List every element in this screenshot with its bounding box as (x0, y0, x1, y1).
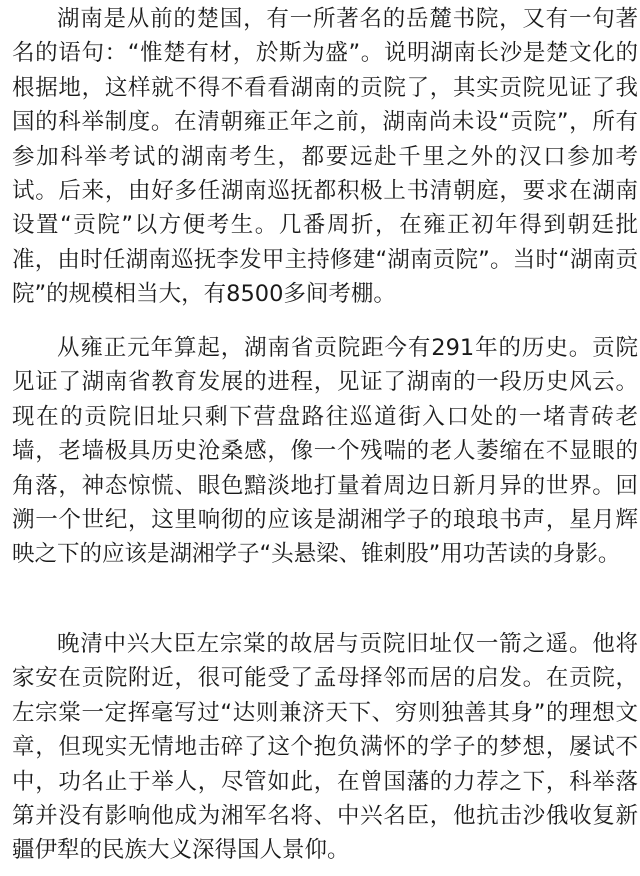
article-paragraph-3: 晚清中兴大臣左宗棠的故居与贡院旧址仅一箭之遥。他将家安在贡院附近，很可能受了孟母择邻而居的启发。在贡院，左宗棠一定挥毫写过“达则兼济天下、穷则独善其身”的理想文章，但现实无情地击碎了这个抱负满怀的学子的梦想，屡试不中，功名止于举人，尽管如此，在曾国藩的力荐之下，科举落第并没有影响他成为湘军名将、中兴名臣，他抗击沙俄收复新疆伊犁的民族大义深得国人景仰。 (12, 631, 638, 864)
article-paragraph-2: 从雍正元年算起，湖南省贡院距今有291年的历史。贡院见证了湖南省教育发展的进程，见证了湖南的一段历史风云。现在的贡院旧址只剩下营盘路往巡道街入口处的一堵青砖老墙，老墙极具历史沧桑感，像一个残喘的老人萎缩在不显眼的角落，神态惊慌、眼色黯淡地打量着周边日新月异的世界。回溯一个世纪，这里响彻的应该是湖湘学子的琅琅书声，星月辉映之下的应该是湖湘学子“头悬梁、锥刺股”用功苦读的身影。 (12, 335, 638, 568)
article-paragraph-1: 湖南是从前的楚国，有一所著名的岳麓书院，又有一句著名的语句：“惟楚有材，於斯为盛”。说明湖南长沙是楚文化的根据地，这样就不得不看看湖南的贡院了，其实贡院见证了我国的科举制度。在清朝雍正年之前，湖南尚未设“贡院”，所有参加科举考试的湖南考生，都要远赴千里之外的汉口参加考试。后来，由好多任湖南巡抚都积极上书清朝庭，要求在湖南设置“贡院”以方便考生。几番周折，在雍正初年得到朝廷批准，由时任湖南巡抚李发甲主持修建“湖南贡院”。当时“湖南贡院”的规模相当大，有8500多间考棚。 (12, 6, 638, 308)
